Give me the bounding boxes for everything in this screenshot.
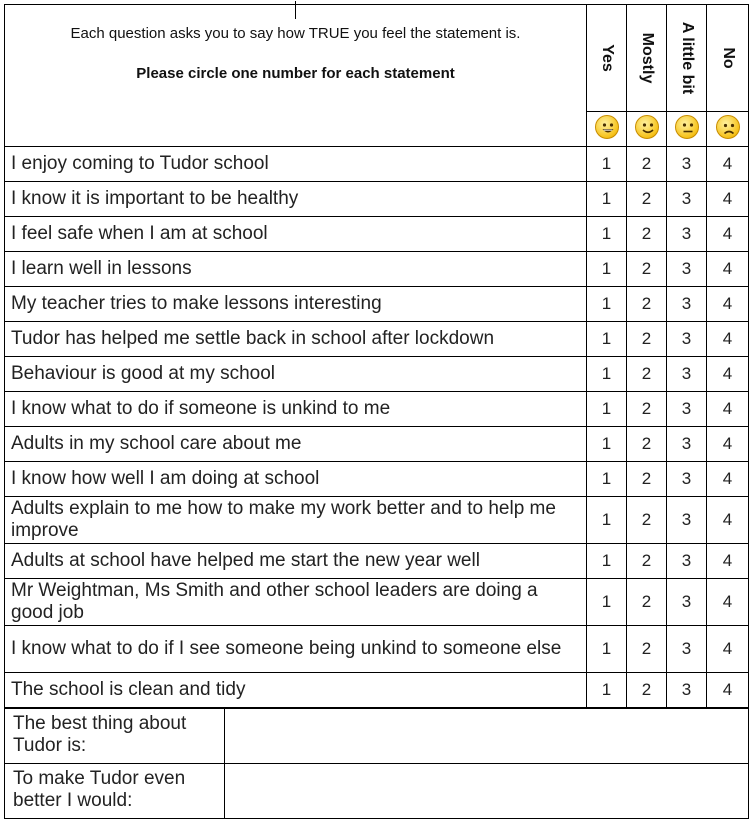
frowning-face-icon	[716, 115, 740, 139]
statement-text: My teacher tries to make lessons interesting	[5, 287, 587, 322]
face-cell-a-little-bit	[667, 112, 707, 147]
rating-option-2[interactable]: 2	[627, 544, 667, 579]
rating-option-4[interactable]: 4	[707, 217, 749, 252]
rating-option-4[interactable]: 4	[707, 287, 749, 322]
rating-option-4[interactable]: 4	[707, 427, 749, 462]
margin-mark	[295, 1, 296, 19]
statement-text: Tudor has helped me settle back in school after lockdown	[5, 322, 587, 357]
rating-option-4[interactable]: 4	[707, 497, 749, 544]
column-label: Mostly	[638, 32, 656, 84]
rating-option-4[interactable]: 4	[707, 357, 749, 392]
column-header-mostly	[627, 5, 667, 112]
rating-option-4[interactable]: 4	[707, 626, 749, 673]
statement-text: I learn well in lessons	[5, 252, 587, 287]
rating-option-1[interactable]: 1	[587, 287, 627, 322]
statement-row	[5, 147, 749, 182]
questionnaire-sheet	[4, 4, 748, 819]
statement-text: Adults explain to me how to make my work better and to help me improve	[5, 497, 587, 544]
statement-row	[5, 252, 749, 287]
column-label: A little bit	[678, 21, 696, 95]
smiling-face-icon	[635, 115, 659, 139]
statement-row	[5, 626, 749, 673]
statement-text: Mr Weightman, Ms Smith and other school leaders are doing a good job	[5, 579, 587, 626]
rating-option-1[interactable]: 1	[587, 673, 627, 708]
survey-table	[4, 4, 749, 708]
statement-row	[5, 462, 749, 497]
best-thing-answer-field[interactable]	[225, 709, 749, 764]
circle-instruction: Please circle one number for each statement	[136, 65, 455, 82]
statement-text: I know it is important to be healthy	[5, 182, 587, 217]
rating-option-3[interactable]: 3	[667, 544, 707, 579]
rating-option-4[interactable]: 4	[707, 182, 749, 217]
instructions-cell	[5, 5, 587, 147]
statement-text: I feel safe when I am at school	[5, 217, 587, 252]
statement-row	[5, 579, 749, 626]
statement-text: Behaviour is good at my school	[5, 357, 587, 392]
rating-option-4[interactable]: 4	[707, 147, 749, 182]
rating-option-4[interactable]: 4	[707, 544, 749, 579]
rating-option-2[interactable]: 2	[627, 147, 667, 182]
column-header-a-little-bit	[667, 5, 707, 112]
statement-text: I enjoy coming to Tudor school	[5, 147, 587, 182]
rating-option-3[interactable]: 3	[667, 392, 707, 427]
statement-row	[5, 217, 749, 252]
even-better-answer-field[interactable]	[225, 764, 749, 819]
rating-option-3[interactable]: 3	[667, 182, 707, 217]
best-thing-label: The best thing about Tudor is:	[5, 709, 225, 764]
rating-option-3[interactable]: 3	[667, 579, 707, 626]
statement-text: I know what to do if someone is unkind to me	[5, 392, 587, 427]
rating-option-1[interactable]: 1	[587, 217, 627, 252]
rating-option-1[interactable]: 1	[587, 579, 627, 626]
open-question-row	[5, 764, 749, 819]
statement-row	[5, 287, 749, 322]
rating-option-4[interactable]: 4	[707, 392, 749, 427]
statement-row	[5, 427, 749, 462]
rating-option-1[interactable]: 1	[587, 182, 627, 217]
column-header-yes	[587, 5, 627, 112]
rating-option-1[interactable]: 1	[587, 357, 627, 392]
rating-option-4[interactable]: 4	[707, 252, 749, 287]
open-questions-table	[4, 708, 749, 819]
rating-option-3[interactable]: 3	[667, 287, 707, 322]
rating-option-4[interactable]: 4	[707, 322, 749, 357]
statement-text: Adults at school have helped me start the new year well	[5, 544, 587, 579]
header-row	[5, 5, 749, 112]
column-label: Yes	[598, 44, 616, 72]
rating-option-3[interactable]: 3	[667, 497, 707, 544]
face-cell-no	[707, 112, 749, 147]
statement-row	[5, 182, 749, 217]
rating-option-2[interactable]: 2	[627, 357, 667, 392]
rating-option-2[interactable]: 2	[627, 252, 667, 287]
rating-option-2[interactable]: 2	[627, 626, 667, 673]
rating-option-1[interactable]: 1	[587, 322, 627, 357]
rating-option-3[interactable]: 3	[667, 462, 707, 497]
rating-option-4[interactable]: 4	[707, 673, 749, 708]
even-better-label: To make Tudor even better I would:	[5, 764, 225, 819]
rating-option-1[interactable]: 1	[587, 462, 627, 497]
rating-option-3[interactable]: 3	[667, 322, 707, 357]
column-label: No	[719, 47, 737, 69]
rating-option-3[interactable]: 3	[667, 626, 707, 673]
rating-option-2[interactable]: 2	[627, 673, 667, 708]
rating-option-1[interactable]: 1	[587, 147, 627, 182]
statement-text: I know how well I am doing at school	[5, 462, 587, 497]
statement-row	[5, 544, 749, 579]
rating-option-1[interactable]: 1	[587, 544, 627, 579]
rating-option-2[interactable]: 2	[627, 427, 667, 462]
rating-option-4[interactable]: 4	[707, 579, 749, 626]
statement-text: I know what to do if I see someone being unkind to someone else	[5, 626, 587, 673]
statement-row	[5, 357, 749, 392]
face-cell-yes	[587, 112, 627, 147]
rating-option-2[interactable]: 2	[627, 217, 667, 252]
rating-option-2[interactable]: 2	[627, 579, 667, 626]
statement-row	[5, 673, 749, 708]
neutral-face-icon	[675, 115, 699, 139]
rating-option-2[interactable]: 2	[627, 182, 667, 217]
rating-option-3[interactable]: 3	[667, 673, 707, 708]
rating-option-3[interactable]: 3	[667, 252, 707, 287]
rating-option-2[interactable]: 2	[627, 462, 667, 497]
rating-option-1[interactable]: 1	[587, 252, 627, 287]
rating-option-2[interactable]: 2	[627, 322, 667, 357]
face-cell-mostly	[627, 112, 667, 147]
instruction-text: Each question asks you to say how TRUE you feel the statement is.	[70, 25, 521, 42]
rating-option-1[interactable]: 1	[587, 427, 627, 462]
open-question-row	[5, 709, 749, 764]
rating-option-1[interactable]: 1	[587, 392, 627, 427]
rating-option-1[interactable]: 1	[587, 626, 627, 673]
statement-row	[5, 322, 749, 357]
statement-row	[5, 392, 749, 427]
rating-option-3[interactable]: 3	[667, 427, 707, 462]
rating-option-3[interactable]: 3	[667, 357, 707, 392]
rating-option-4[interactable]: 4	[707, 462, 749, 497]
rating-option-3[interactable]: 3	[667, 217, 707, 252]
statement-text: The school is clean and tidy	[5, 673, 587, 708]
rating-option-2[interactable]: 2	[627, 287, 667, 322]
rating-option-2[interactable]: 2	[627, 392, 667, 427]
rating-option-1[interactable]: 1	[587, 497, 627, 544]
rating-option-3[interactable]: 3	[667, 147, 707, 182]
rating-option-2[interactable]: 2	[627, 497, 667, 544]
statement-text: Adults in my school care about me	[5, 427, 587, 462]
statement-row	[5, 497, 749, 544]
column-header-no	[707, 5, 749, 112]
grinning-face-icon	[595, 115, 619, 139]
